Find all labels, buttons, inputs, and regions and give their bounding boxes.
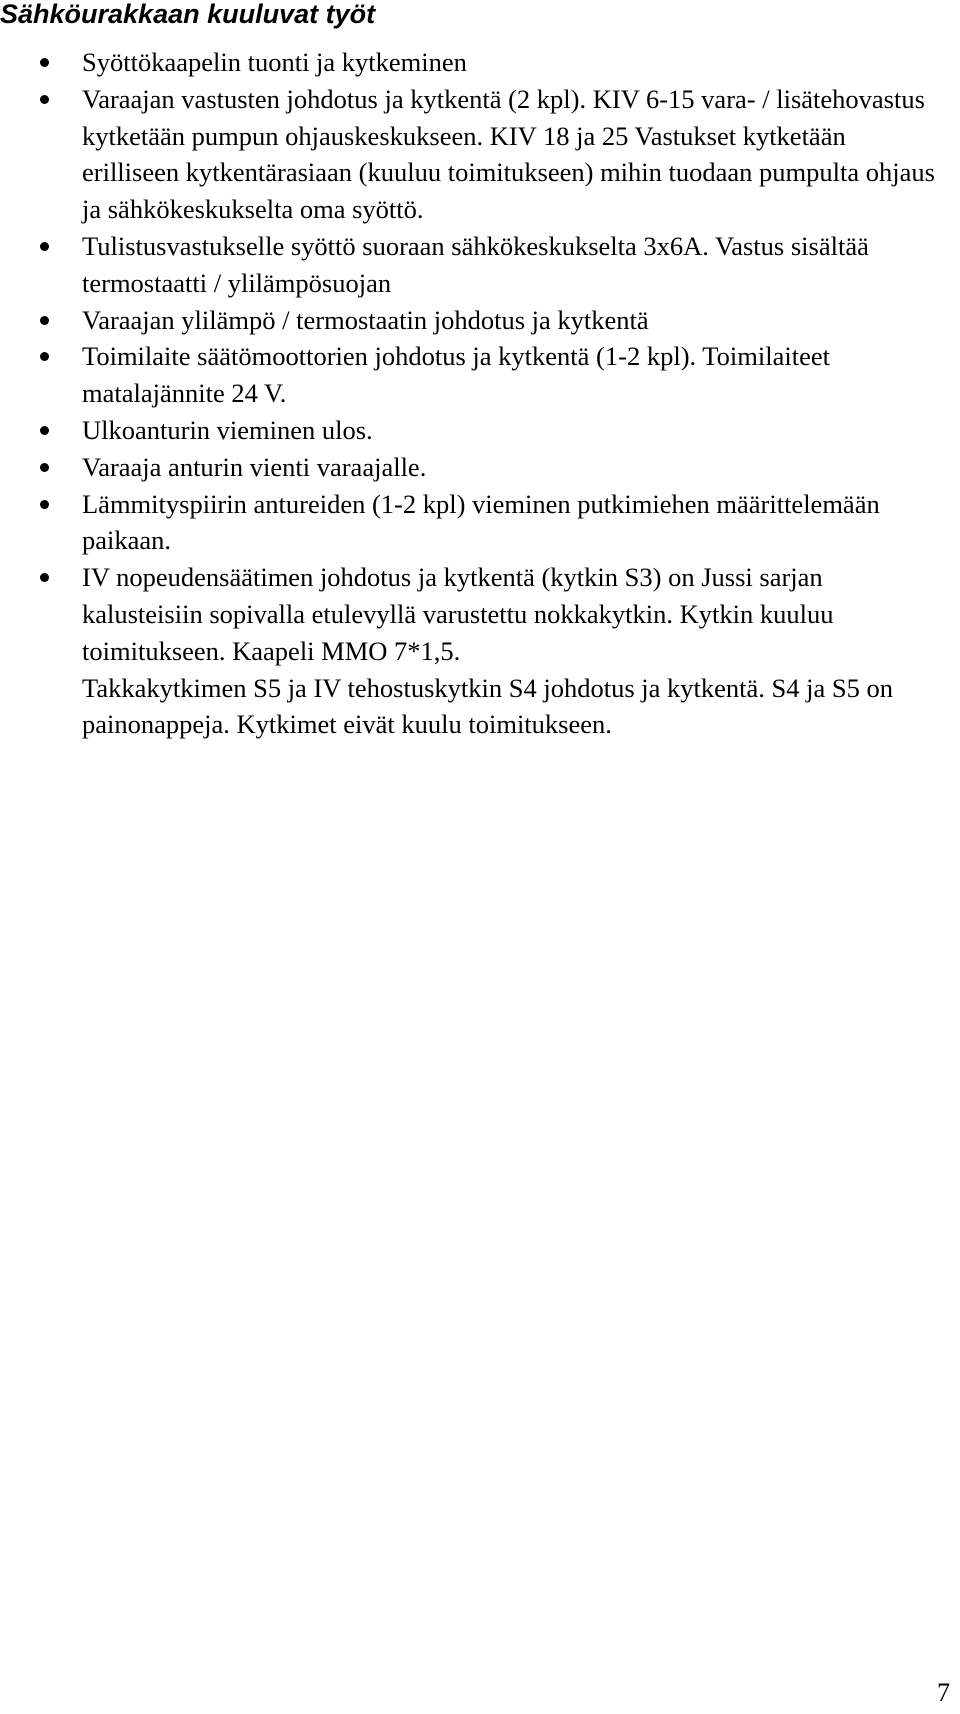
list-item-text: Varaajan vastusten johdotus ja kytkentä (2 kpl). KIV 6-15 vara- / lisätehovastus kytketään pumpun ohjauskeskukseen. KIV 18 ja 25 Vastukset kytketään erilliseen kytkentärasiaan (kuuluu toimitukseen) mihin tuodaan pumpulta ohjaus ja sähkökeskukselta oma syöttö. [82,83,935,225]
bullet-icon [40,352,49,361]
list-item-text: Varaaja anturin vienti varaajalle. [82,451,427,482]
bullet-icon [40,573,49,582]
list-item-text: Toimilaite säätömoottorien johdotus ja kytkentä (1-2 kpl). Toimilaiteet matalajännite 24 V. [82,341,830,409]
list-item-text: Tulistusvastukselle syöttö suoraan sähkökeskukselta 3x6A. Vastus sisältää termostaatti / ylilämpösuojan [82,230,869,298]
list-item-text: Lämmityspiirin antureiden (1-2 kpl) vieminen putkimiehen määrittelemään paikaan. [82,488,880,556]
list-item [0,486,940,560]
bullet-icon [40,463,49,472]
list-item [0,449,940,486]
bullet-icon [40,426,49,435]
list-item [0,412,940,449]
list-item [0,559,940,669]
list-item-text: Syöttökaapelin tuonti ja kytkeminen [82,47,467,77]
bullet-icon [40,316,49,325]
list-item [0,302,940,339]
bullet-icon [40,58,49,67]
continuation-paragraph: Takkakytkimen S5 ja IV tehostuskytkin S4 johdotus ja kytkentä. S4 ja S5 on painonappeja. Kytkimet eivät kuulu toimitukseen. [82,672,894,740]
bullet-icon [40,500,49,509]
bullet-icon [40,242,49,251]
page-number: 7 [937,1678,950,1707]
list-item [0,338,940,412]
list-item-text: Ulkoanturin vieminen ulos. [82,414,373,445]
list-item [0,81,940,228]
list-item [0,228,940,302]
page-title: Sähköurakkaan kuuluvat työt [0,0,376,29]
task-list [0,44,940,743]
list-item [0,44,940,81]
list-item-text: Varaajan ylilämpö / termostaatin johdotus ja kytkentä [82,304,649,335]
bullet-icon [40,95,49,104]
list-item-text: IV nopeudensäätimen johdotus ja kytkentä (kytkin S3) on Jussi sarjan kalusteisiin sopivalla etulevyllä varustettu nokkakytkin. Kytkin kuuluu toimitukseen. Kaapeli MMO 7*1,5. [82,562,834,666]
